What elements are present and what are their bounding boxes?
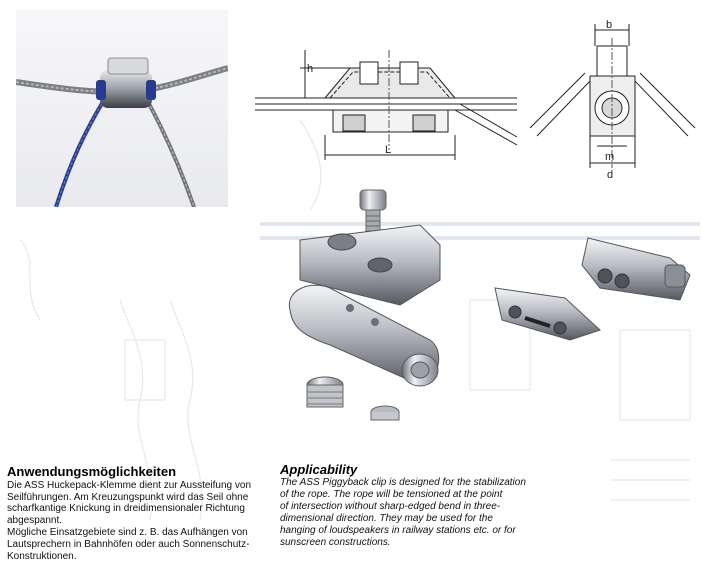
english-line: hanging of loudspeakers in railway stations etc. or for — [280, 525, 516, 536]
german-line: Seilführungen. Am Kreuzungspunkt wird das Seil ohne — [7, 491, 249, 503]
english-line: of the rope. The rope will be tensioned at the point — [280, 489, 503, 500]
section-drawing-front — [525, 18, 700, 183]
dimension-h-label: h — [307, 63, 314, 75]
german-description — [7, 466, 277, 562]
german-line: Mögliche Einsatzgebiete sind z. B. das Aufhängen von — [7, 526, 248, 538]
german-line: scharfkantige Knickung in dreidimensionaler Richtung — [7, 503, 245, 515]
clamp-main-body — [289, 285, 438, 386]
english-line: sunscreen constructions. — [280, 537, 391, 548]
section-drawing-side — [255, 20, 525, 180]
assembled-clip-small — [495, 288, 600, 340]
english-heading: Applicability — [280, 462, 358, 477]
set-screws — [307, 377, 399, 420]
assembled-clip-large — [582, 238, 690, 300]
product-photo — [16, 10, 228, 207]
english-line: The ASS Piggyback clip is designed for the stabilization — [280, 477, 526, 488]
english-description — [280, 464, 580, 549]
german-line: Die ASS Huckepack-Klemme dient zur Aussteifung von — [7, 479, 252, 491]
german-line: Konstruktionen. — [7, 550, 77, 562]
dimension-b-label: b — [606, 19, 613, 31]
german-line: abgespannt. — [7, 515, 63, 527]
exploded-product-render — [270, 180, 700, 460]
german-heading: Anwendungsmöglichkeiten — [7, 464, 177, 479]
english-line: of intersection without sharp-edged bend in three- — [280, 501, 501, 512]
german-line: Lautsprechern in Bahnhöfen oder auch Sonnenschutz- — [7, 538, 250, 550]
dimension-d-label: d — [607, 169, 614, 181]
dimension-l-label: L — [385, 144, 392, 156]
english-line: dimensional direction. They may be used for the — [280, 513, 493, 524]
dimension-m-label: m — [605, 151, 615, 163]
